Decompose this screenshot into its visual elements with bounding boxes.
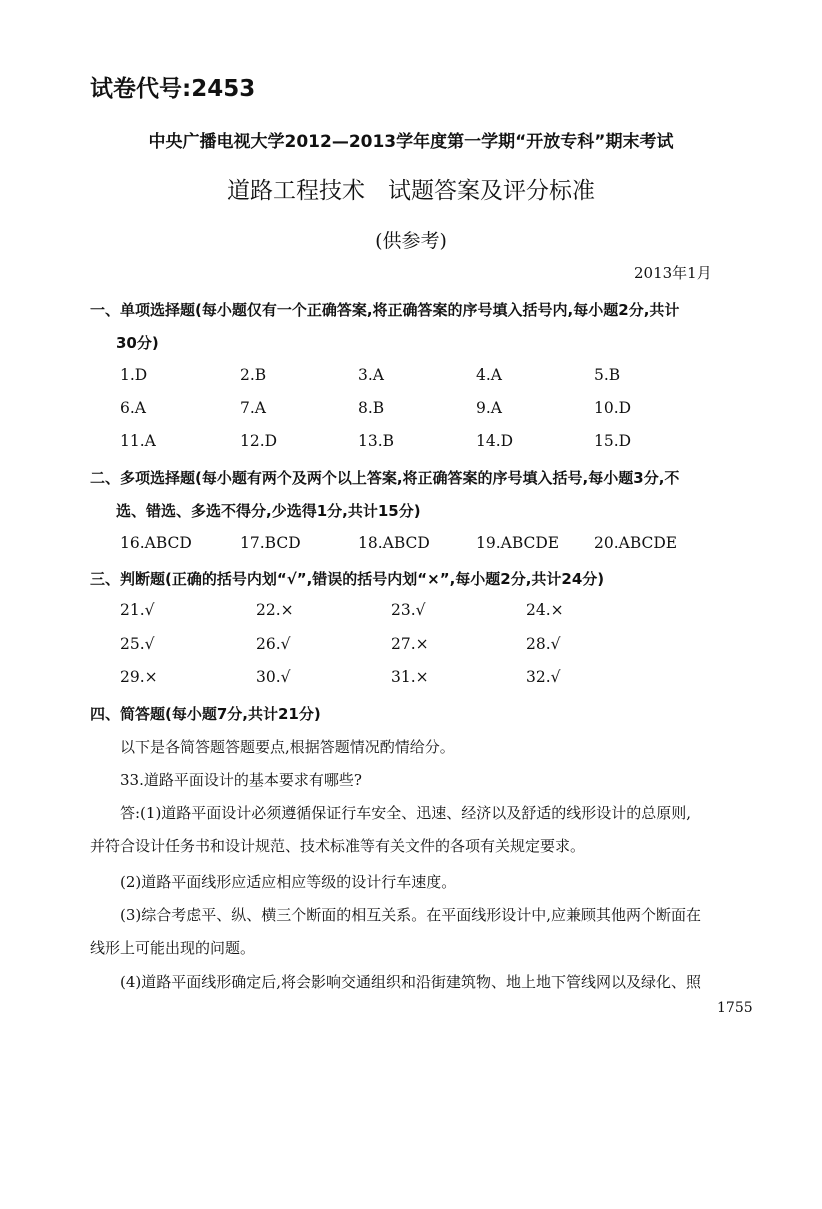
exam-subject-title: 道路工程技术 试题答案及评分标准 xyxy=(227,178,595,204)
answer-item: 1.D xyxy=(120,366,148,384)
answer-item: 15.D xyxy=(594,432,632,450)
answer-item: 23.√ xyxy=(391,601,426,619)
exam-code: 试卷代号:2453 xyxy=(90,76,256,102)
answer-item: 31.× xyxy=(391,668,429,686)
answer-item: 14.D xyxy=(476,432,514,450)
answer-item: 12.D xyxy=(240,432,278,450)
answer-item: 19.ABCDE xyxy=(476,534,560,552)
section1-title-cont: 30分) xyxy=(116,334,159,352)
paragraph-line: (2)道路平面线形应适应相应等级的设计行车速度。 xyxy=(120,873,457,891)
answer-item: 22.× xyxy=(256,601,294,619)
paragraph-line: (3)综合考虑平、纵、横三个断面的相互关系。在平面线形设计中,应兼顾其他两个断面在 xyxy=(120,906,702,924)
section2-title: 二、多项选择题(每小题有两个及两个以上答案,将正确答案的序号填入括号,每小题3分,不 xyxy=(90,469,680,487)
answer-item: 5.B xyxy=(594,366,621,384)
answer-item: 18.ABCD xyxy=(358,534,430,552)
paragraph-line: 答:(1)道路平面设计必须遵循保证行车安全、迅速、经济以及舒适的线形设计的总原则, xyxy=(120,804,692,822)
answer-item: 17.BCD xyxy=(240,534,301,552)
answer-item: 26.√ xyxy=(256,635,291,653)
paragraph-line: 并符合设计任务书和设计规范、技术标准等有关文件的各项有关规定要求。 xyxy=(90,837,586,855)
answer-item: 8.B xyxy=(358,399,385,417)
answer-item: 29.× xyxy=(120,668,158,686)
answer-item: 6.A xyxy=(120,399,146,417)
section4-title: 四、简答题(每小题7分,共计21分) xyxy=(90,705,321,723)
answer-item: 7.A xyxy=(240,399,266,417)
answer-item: 28.√ xyxy=(526,635,561,653)
answer-item: 3.A xyxy=(358,366,384,384)
answer-item: 4.A xyxy=(476,366,502,384)
question-33: 33.道路平面设计的基本要求有哪些? xyxy=(120,771,362,789)
paragraph-line: 线形上可能出现的问题。 xyxy=(90,939,256,957)
page-number: 1755 xyxy=(717,1000,753,1016)
answer-item: 16.ABCD xyxy=(120,534,192,552)
answer-item: 9.A xyxy=(476,399,502,417)
exam-school-title: 中央广播电视大学2012—2013学年度第一学期“开放专科”期末考试 xyxy=(148,132,674,152)
paragraph-line: (4)道路平面线形确定后,将会影响交通组织和沿街建筑物、地上地下管线网以及绿化、照 xyxy=(120,973,702,991)
answer-item: 20.ABCDE xyxy=(594,534,678,552)
answer-item: 10.D xyxy=(594,399,632,417)
reference-note: (供参考) xyxy=(375,230,447,252)
answer-item: 2.B xyxy=(240,366,267,384)
paragraph-line: 以下是各简答题答题要点,根据答题情况酌情给分。 xyxy=(120,738,455,756)
answer-item: 13.B xyxy=(358,432,395,450)
exam-date: 2013年1月 xyxy=(634,264,712,282)
answer-item: 27.× xyxy=(391,635,429,653)
answer-item: 25.√ xyxy=(120,635,155,653)
answer-item: 24.× xyxy=(526,601,564,619)
section2-title-cont: 选、错选、多选不得分,少选得1分,共计15分) xyxy=(116,502,421,520)
answer-item: 30.√ xyxy=(256,668,291,686)
section3-title: 三、判断题(正确的括号内划“√”,错误的括号内划“×”,每小题2分,共计24分) xyxy=(90,570,605,588)
answer-item: 32.√ xyxy=(526,668,561,686)
answer-item: 21.√ xyxy=(120,601,155,619)
answer-item: 11.A xyxy=(120,432,156,450)
section1-title: 一、单项选择题(每小题仅有一个正确答案,将正确答案的序号填入括号内,每小题2分,共计 xyxy=(90,301,680,319)
